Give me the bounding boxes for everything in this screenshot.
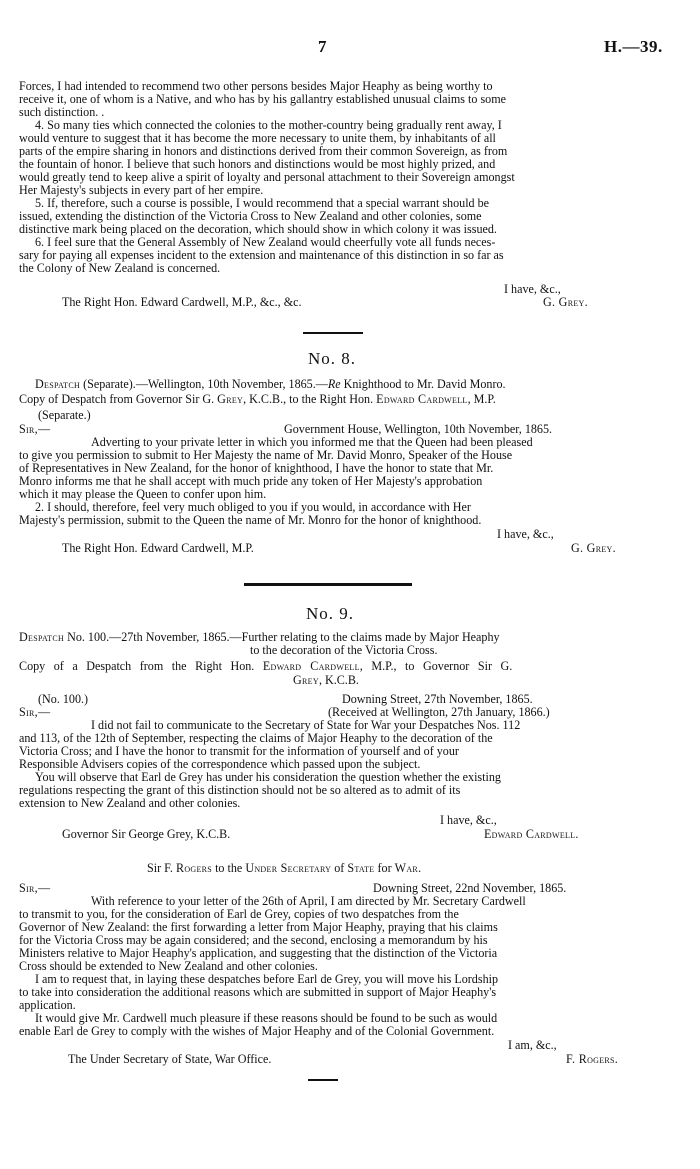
text-line: I am to request that, in laying these despatches before Earl de Grey, you will move his Lordship	[35, 972, 499, 986]
text-line: 4. So many ties which connected the colonies to the mother-country being gradually rent away, I	[35, 118, 502, 132]
addressee: The Right Hon. Edward Cardwell, M.P.	[62, 541, 254, 555]
text-line: I did not fail to communicate to the Secretary of State for War your Despatches Nos. 112	[91, 718, 521, 732]
divider	[308, 1079, 338, 1081]
text-line: Her Majesty's subjects in every part of her empire.	[19, 183, 264, 197]
text-line: and 113, of the 12th of September, respecting the claims of Major Heaphy to the decoration of the	[19, 731, 493, 745]
text-line: Majesty's permission, submit to the Queen the name of Mr. Monro for the honor of knighthood.	[19, 513, 482, 527]
divider-thick	[244, 583, 412, 586]
addressee: The Under Secretary of State, War Office.	[68, 1052, 272, 1066]
signature: G. Grey.	[543, 295, 588, 309]
closing: I have, &c.,	[497, 527, 554, 541]
text-line: enable Earl de Grey to comply with the wishes of Major Heaphy and of the Colonial Government.	[19, 1024, 495, 1038]
section-heading-no9: No. 9.	[306, 604, 355, 623]
text-line: application.	[19, 998, 76, 1012]
despatch-re: Re	[327, 377, 341, 391]
copy-cardwell: Edward Cardwell	[376, 392, 468, 406]
text-line: for the Victoria Cross may be again considered; and the second, enclosing a memorandum by his	[19, 933, 488, 947]
text-line: would venture to suggest that it has become the more necessary to unite them, by inhabitants of all	[19, 131, 496, 145]
heading-under-secretary: Under Secretary	[245, 861, 332, 875]
heading-war: War	[394, 861, 419, 875]
text-line: Ministers relative to Major Heaphy's application, and suggesting that the distinction of the Victoria	[19, 946, 498, 960]
copy-suffix: , M.P., to Governor Sir G.	[359, 659, 513, 673]
signature: F. Rogers.	[566, 1052, 619, 1066]
enclosure-heading	[147, 862, 421, 875]
salutation: Sir,—	[19, 705, 51, 719]
text-line: Cross should be extended to New Zealand and other colonies.	[19, 959, 318, 973]
signature: G. Grey.	[571, 541, 616, 555]
text-line: You will observe that Earl de Grey has under his consideration the question whether the existing	[35, 770, 501, 784]
place-date: Downing Street, 27th November, 1865.	[342, 692, 533, 706]
text-line: Monro informs me that he shall accept with much pride any token of Her Majesty's approbation	[19, 474, 483, 488]
despatch-text: No. 100.—27th November, 1865.—Further relating to the claims made by Major Heaphy	[67, 630, 500, 644]
section-heading-no8: No. 8.	[308, 349, 357, 368]
despatch-subject: Knighthood to Mr. David Monro.	[340, 377, 506, 391]
addressee: The Right Hon. Edward Cardwell, M.P., &c., &c.	[62, 295, 302, 309]
copy-prefix: Copy of a Despatch from the Right Hon.	[19, 659, 263, 673]
text-line: Victoria Cross; and I have the honor to transmit for the information of yourself and of your	[19, 744, 459, 758]
closing: I am, &c.,	[508, 1038, 557, 1052]
text-line: extension to New Zealand and other colonies.	[19, 796, 241, 810]
text-line: Forces, I had intended to recommend two other persons besides Major Heaphy as being worthy to	[19, 79, 493, 93]
salutation: Sir,—	[19, 881, 51, 895]
heading-state: State	[347, 861, 375, 875]
signature: Edward Cardwell.	[484, 827, 579, 841]
heading-mid: to the	[212, 861, 246, 875]
text-line: issued, extending the distinction of the Victoria Cross to New Zealand and other colonies, some	[19, 209, 482, 223]
text-line: parts of the empire sharing in honors and distinctions derived from their common Sovereign, as from	[19, 144, 508, 158]
addressee: Governor Sir George Grey, K.C.B.	[62, 827, 231, 841]
closing: I have, &c.,	[440, 813, 497, 827]
text-line: such distinction. .	[19, 105, 105, 119]
text-line: of Representatives in New Zealand, for the honor of knighthood, I have the honor to state that Mr.	[19, 461, 494, 475]
despatch-summary	[35, 378, 506, 391]
copy-suffix: , K.C.B.	[318, 673, 359, 687]
text-line: to take into consideration the additional reasons which are submitted in support of Major Heaphy's	[19, 985, 497, 999]
text-line: 2. I should, therefore, feel very much obliged to you if you would, in accordance with Her	[35, 500, 471, 514]
text-line: regulations respecting the grant of this distinction should not be so altered as to admit of its	[19, 783, 461, 797]
despatch-label: Despatch	[19, 630, 65, 644]
copy-mid: , K.C.B., to the Right Hon.	[243, 392, 377, 406]
text-line: 6. I feel sure that the General Assembly of New Zealand would cheerfully vote all funds neces-	[35, 235, 496, 249]
text-line: Adverting to your private letter in which you informed me that the Queen had been pleased	[91, 435, 533, 449]
text-line: would greatly tend to keep alive a spirit of loyalty and personal attachment to their Sovereign amongst	[19, 170, 515, 184]
heading-end: .	[418, 861, 422, 875]
heading-rogers: Rogers	[175, 861, 213, 875]
text-line: distinctive mark being placed on the decoration, which should show in which colony it was issued.	[19, 222, 497, 236]
despatch-label: Despatch	[35, 377, 81, 391]
text-line: 5. If, therefore, such a course is possible, I would recommend that a special warrant should be	[35, 196, 490, 210]
text-line: sary for paying all expenses incident to the extension and maintenance of this distinction in so far as	[19, 248, 504, 262]
text-line: Governor of New Zealand: the first forwarding a letter from Major Heaphy, praying that his claims	[19, 920, 498, 934]
copy-line	[19, 660, 512, 673]
heading-of: of	[331, 861, 348, 875]
page-number: 7	[318, 37, 327, 56]
place-date: Government House, Wellington, 10th November, 1865.	[284, 422, 553, 436]
copy-prefix: Copy of Despatch from Governor Sir G.	[19, 392, 218, 406]
text-line: the fountain of honor. I believe that such honors and distinctions would be most highly prized, and	[19, 157, 496, 171]
copy-cardwell: Edward Cardwell	[262, 659, 360, 673]
separate-label: (Separate.)	[38, 408, 91, 422]
divider	[303, 332, 363, 334]
heading-prefix: Sir F.	[147, 861, 176, 875]
text-line: Responsible Advisers copies of the correspondence which passed upon the subject.	[19, 757, 421, 771]
copy-suffix: , M.P.	[467, 392, 496, 406]
text-line: It would give Mr. Cardwell much pleasure if these reasons should be found to be such as would	[35, 1011, 498, 1025]
copy-grey: Grey	[217, 392, 244, 406]
copy-grey: Grey	[293, 673, 319, 687]
document-code: H.—39.	[604, 37, 663, 56]
reference-number: (No. 100.)	[38, 692, 89, 706]
copy-line-cont	[293, 674, 359, 687]
place-date: Downing Street, 22nd November, 1865.	[373, 881, 567, 895]
heading-for: for	[374, 861, 395, 875]
text-line: to transmit to you, for the consideration of Earl de Grey, copies of two despatches from the	[19, 907, 459, 921]
salutation: Sir,—	[19, 422, 51, 436]
text-line: the Colony of New Zealand is concerned.	[19, 261, 221, 275]
text-line: receive it, one of whom is a Native, and who has by his gallantry established unusual claims to some	[19, 92, 506, 106]
text-line: to give you permission to submit to Her Majesty the name of Mr. David Monro, Speaker of the House	[19, 448, 513, 462]
received-date: (Received at Wellington, 27th January, 1866.)	[328, 705, 550, 719]
closing: I have, &c.,	[504, 282, 561, 296]
copy-line	[19, 393, 496, 406]
despatch-summary-cont: to the decoration of the Victoria Cross.	[250, 643, 438, 657]
despatch-text: (Separate).—Wellington, 10th November, 1865.—	[83, 377, 328, 391]
text-line: With reference to your letter of the 26th of April, I am directed by Mr. Secretary Cardwell	[91, 894, 526, 908]
text-line: which it may please the Queen to confer upon him.	[19, 487, 267, 501]
